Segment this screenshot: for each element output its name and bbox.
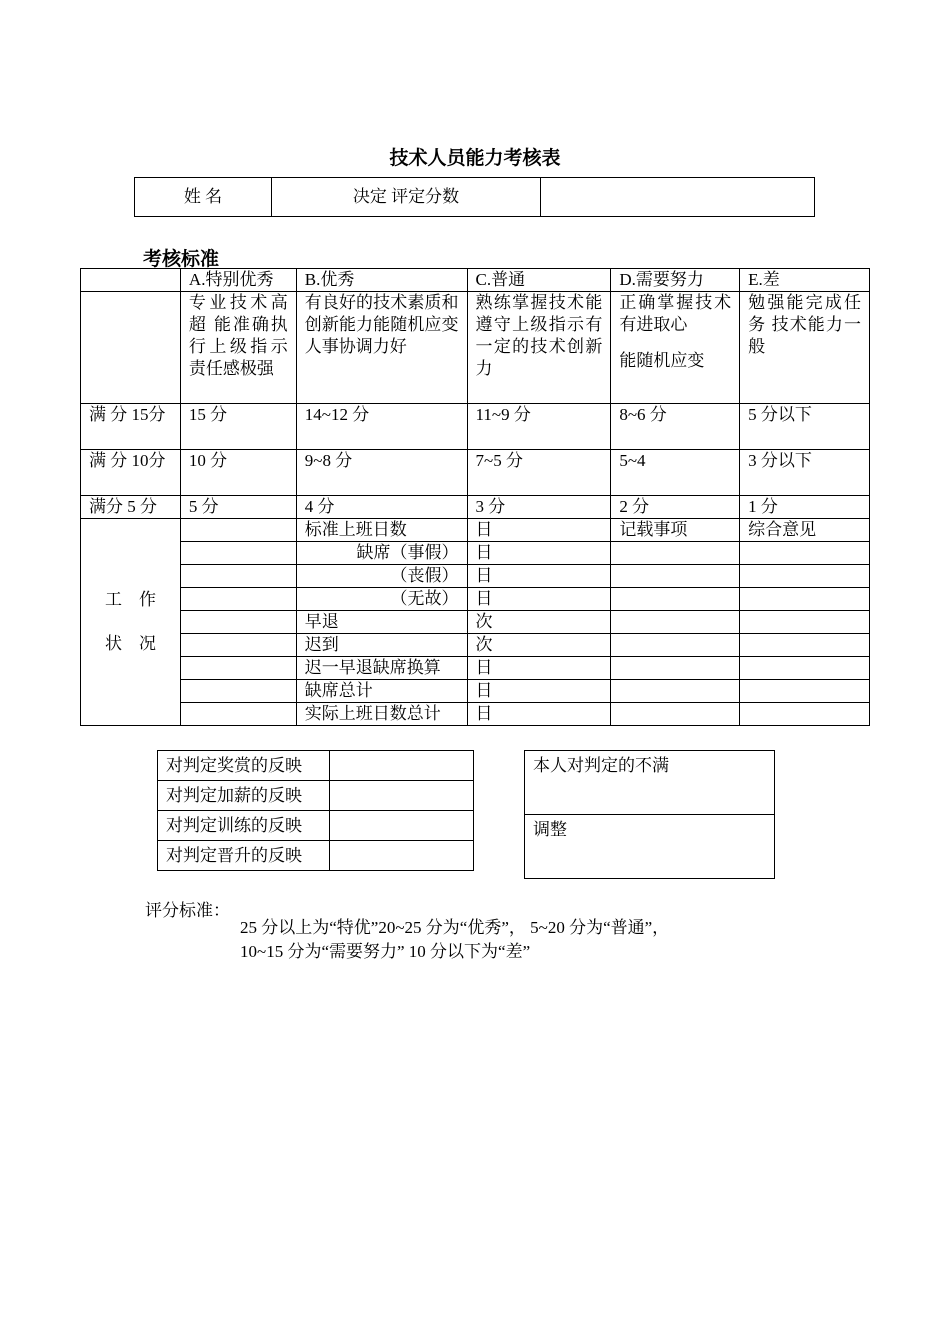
work-status-row — [81, 657, 870, 680]
name-label: 姓 名 — [135, 178, 272, 217]
blank-cell[interactable] — [180, 611, 296, 634]
grade-c-label: C.普通 — [467, 269, 611, 292]
grade-a-label: A.特别优秀 — [180, 269, 296, 292]
work-unit: 日 — [467, 588, 611, 611]
scoring-line-1: 25 分以上为“特优”20~25 分为“优秀”， 5~20 分为“普通”， — [240, 918, 670, 937]
reaction-label: 对判定加薪的反映 — [158, 781, 330, 811]
work-item: （无故） — [296, 588, 467, 611]
dissatisfaction-row — [525, 751, 775, 815]
reaction-row — [158, 811, 474, 841]
reaction-field[interactable] — [330, 841, 474, 871]
dissatisfaction-table — [524, 750, 775, 879]
score-row-label: 满分 5 分 — [81, 496, 181, 519]
grade-e-label: E.差 — [740, 269, 870, 292]
score-row-label: 满 分 10分 — [81, 450, 181, 496]
work-item: 迟到 — [296, 634, 467, 657]
grade-b-description: 有良好的技术素质和创新能力能随机应变人事协调力好 — [296, 292, 467, 404]
work-status-label-line2: 状 况 — [104, 634, 156, 653]
work-status-row — [81, 703, 870, 726]
record-cell[interactable] — [611, 565, 740, 588]
blank-cell[interactable] — [180, 588, 296, 611]
record-cell[interactable] — [611, 680, 740, 703]
opinion-cell[interactable] — [740, 703, 870, 726]
work-item: 早退 — [296, 611, 467, 634]
score-value-field[interactable] — [541, 178, 815, 217]
reaction-table — [157, 750, 474, 871]
opinion-cell[interactable] — [740, 611, 870, 634]
grade-d-description-extra: 能随机应变 — [619, 351, 705, 370]
reaction-field[interactable] — [330, 751, 474, 781]
work-unit: 日 — [467, 519, 611, 542]
scoring-label: 评分标准： — [145, 901, 230, 920]
opinion-cell[interactable] — [740, 565, 870, 588]
record-cell[interactable] — [611, 703, 740, 726]
blank-cell[interactable] — [180, 519, 296, 542]
score-row-5 — [81, 496, 870, 519]
grade-d-label: D.需要努力 — [611, 269, 740, 292]
work-item: （丧假） — [296, 565, 467, 588]
grade-d-description-main: 正确掌握技术 有进取心 — [619, 293, 732, 334]
score-cell: 5 分以下 — [740, 404, 870, 450]
score-row-10 — [81, 450, 870, 496]
blank-cell[interactable] — [180, 657, 296, 680]
work-item: 实际上班日数总计 — [296, 703, 467, 726]
score-cell: 3 分 — [467, 496, 611, 519]
work-status-row — [81, 542, 870, 565]
page-title: 技术人员能力考核表 — [389, 147, 561, 169]
standards-table — [80, 268, 870, 726]
score-cell: 10 分 — [180, 450, 296, 496]
work-unit: 次 — [467, 634, 611, 657]
grade-description-row — [81, 292, 870, 404]
record-cell[interactable] — [611, 634, 740, 657]
score-cell: 14~12 分 — [296, 404, 467, 450]
score-cell: 11~9 分 — [467, 404, 611, 450]
score-cell: 15 分 — [180, 404, 296, 450]
work-unit: 日 — [467, 657, 611, 680]
blank-cell[interactable] — [180, 703, 296, 726]
work-item: 迟一早退缺席换算 — [296, 657, 467, 680]
opinion-cell[interactable] — [740, 542, 870, 565]
work-unit: 日 — [467, 542, 611, 565]
score-cell: 3 分以下 — [740, 450, 870, 496]
reaction-row — [158, 841, 474, 871]
score-cell: 7~5 分 — [467, 450, 611, 496]
grade-e-description: 勉强能完成任务 技术能力一般 — [740, 292, 870, 404]
work-unit: 次 — [467, 611, 611, 634]
opinion-cell[interactable] — [740, 657, 870, 680]
work-unit: 日 — [467, 565, 611, 588]
record-cell[interactable] — [611, 588, 740, 611]
dissatisfaction-label[interactable]: 本人对判定的不满 — [525, 751, 775, 815]
record-cell[interactable] — [611, 542, 740, 565]
score-cell: 4 分 — [296, 496, 467, 519]
record-cell[interactable] — [611, 657, 740, 680]
grade-b-label: B.优秀 — [296, 269, 467, 292]
record-cell[interactable] — [611, 611, 740, 634]
score-cell: 5 分 — [180, 496, 296, 519]
score-cell: 1 分 — [740, 496, 870, 519]
score-cell: 8~6 分 — [611, 404, 740, 450]
blank-cell[interactable] — [180, 542, 296, 565]
reaction-label: 对判定晋升的反映 — [158, 841, 330, 871]
grade-header-row — [81, 269, 870, 292]
work-status-label-line1: 工 作 — [104, 590, 156, 609]
work-status-row — [81, 611, 870, 634]
reaction-row — [158, 751, 474, 781]
score-cell: 5~4 — [611, 450, 740, 496]
adjust-row — [525, 815, 775, 879]
work-unit: 日 — [467, 680, 611, 703]
reaction-field[interactable] — [330, 781, 474, 811]
score-label: 决定 评定分数 — [272, 178, 541, 217]
work-item: 标准上班日数 — [296, 519, 467, 542]
grade-d-description — [611, 292, 740, 404]
score-cell: 9~8 分 — [296, 450, 467, 496]
scoring-line-2: 10~15 分为“需要努力” 10 分以下为“差” — [240, 942, 531, 961]
opinion-cell[interactable] — [740, 680, 870, 703]
reaction-label: 对判定奖赏的反映 — [158, 751, 330, 781]
work-unit: 日 — [467, 703, 611, 726]
work-item: 缺席（事假） — [296, 542, 467, 565]
opinion-cell[interactable] — [740, 634, 870, 657]
opinion-header: 综合意见 — [740, 519, 870, 542]
blank-cell[interactable] — [180, 565, 296, 588]
score-row-label: 满 分 15分 — [81, 404, 181, 450]
section-title: 考核标准 — [143, 248, 220, 270]
work-status-row — [81, 680, 870, 703]
header-table — [134, 177, 815, 217]
reaction-field[interactable] — [330, 811, 474, 841]
grade-a-description: 专业技术高超 能准确执行上级指示责任感极强 — [180, 292, 296, 404]
opinion-cell[interactable] — [740, 588, 870, 611]
work-status-row — [81, 565, 870, 588]
work-status-row — [81, 519, 870, 542]
score-cell: 2 分 — [611, 496, 740, 519]
blank-cell[interactable] — [180, 634, 296, 657]
reaction-row — [158, 781, 474, 811]
work-status-label — [81, 519, 181, 726]
work-status-row — [81, 588, 870, 611]
work-status-row — [81, 634, 870, 657]
grade-c-description: 熟练掌握技术能遵守上级指示有一定的技术创新力 — [467, 292, 611, 404]
score-row-15 — [81, 404, 870, 450]
work-item: 缺席总计 — [296, 680, 467, 703]
adjust-label[interactable]: 调整 — [525, 815, 775, 879]
blank-cell[interactable] — [180, 680, 296, 703]
reaction-label: 对判定训练的反映 — [158, 811, 330, 841]
record-header: 记载事项 — [611, 519, 740, 542]
